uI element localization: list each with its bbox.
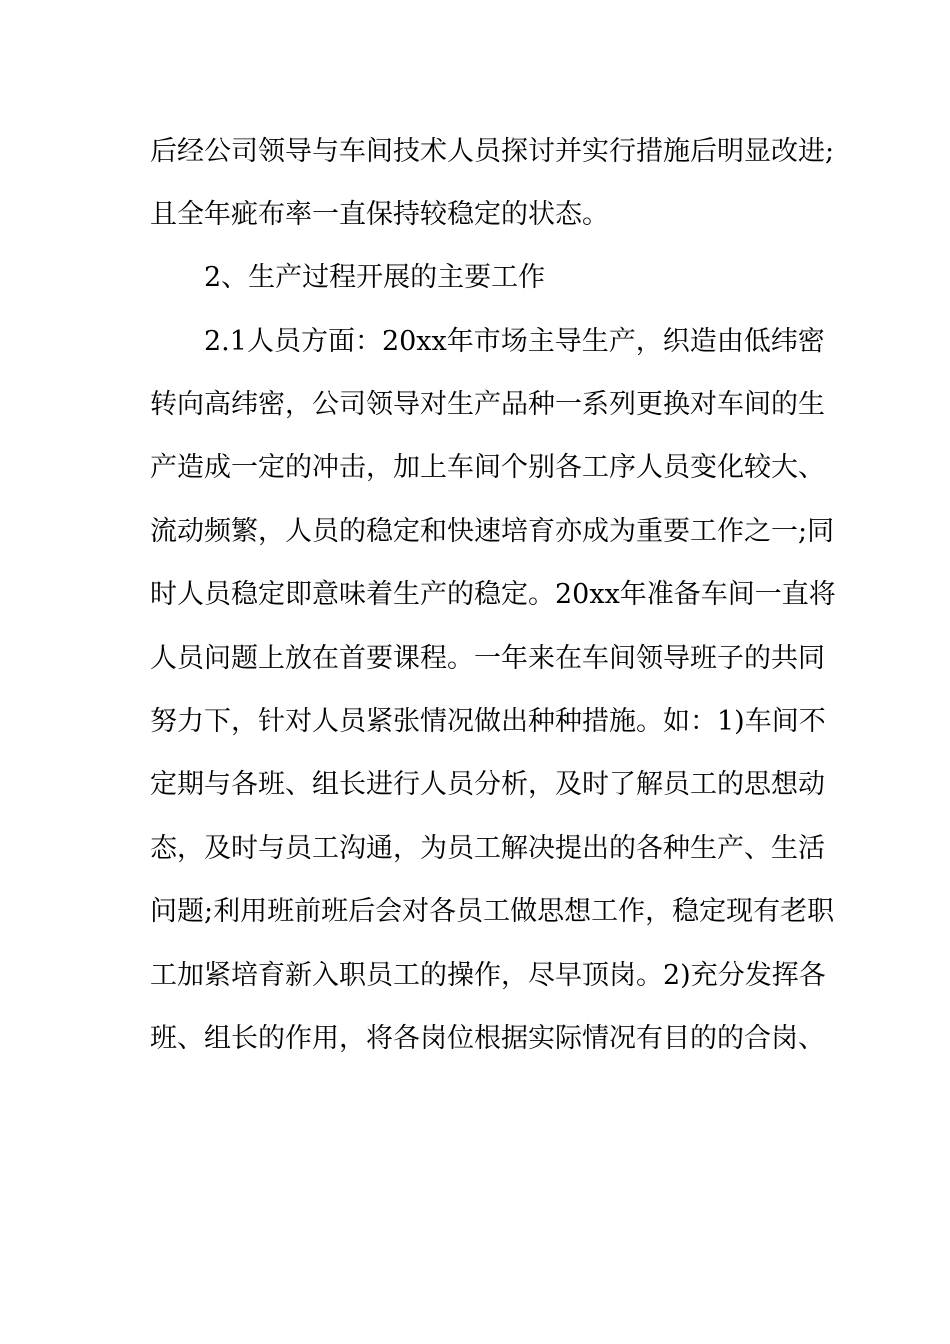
text-line: 2.1人员方面：20xx年市场主导生产，织造由低纬密 — [204, 325, 825, 357]
text-line: 班、组长的作用，将各岗位根据实际情况有目的的合岗、 — [150, 1022, 825, 1054]
body-text — [150, 124, 836, 1075]
section-heading: 2、生产过程开展的主要工作 — [204, 262, 546, 294]
text-line: 态，及时与员工沟通，为员工解决提出的各种生产、生活 — [150, 832, 825, 864]
text-line: 产造成一定的冲击，加上车间个别各工序人员变化较大、 — [150, 452, 825, 484]
text-line: 且全年疵布率一直保持较稳定的状态。 — [150, 198, 609, 230]
text-line: 努力下，针对人员紧张情况做出种种措施。如：1)车间不 — [150, 706, 826, 738]
text-line: 定期与各班、组长进行人员分析，及时了解员工的思想动 — [150, 769, 825, 801]
text-line: 问题;利用班前班后会对各员工做思想工作，稳定现有老职 — [150, 896, 835, 928]
text-line: 后经公司领导与车间技术人员探讨并实行措施后明显改进; — [150, 135, 835, 167]
text-line: 转向高纬密，公司领导对生产品种一系列更换对车间的生 — [150, 389, 825, 421]
text-line: 流动频繁，人员的稳定和快速培育亦成为重要工作之一;同 — [150, 515, 835, 547]
text-line: 工加紧培育新入职员工的操作，尽早顶岗。2)充分发挥各 — [150, 959, 826, 991]
text-line: 时人员稳定即意味着生产的稳定。20xx年准备车间一直将 — [150, 579, 836, 611]
text-line: 人员问题上放在首要课程。一年来在车间领导班子的共同 — [150, 642, 825, 674]
